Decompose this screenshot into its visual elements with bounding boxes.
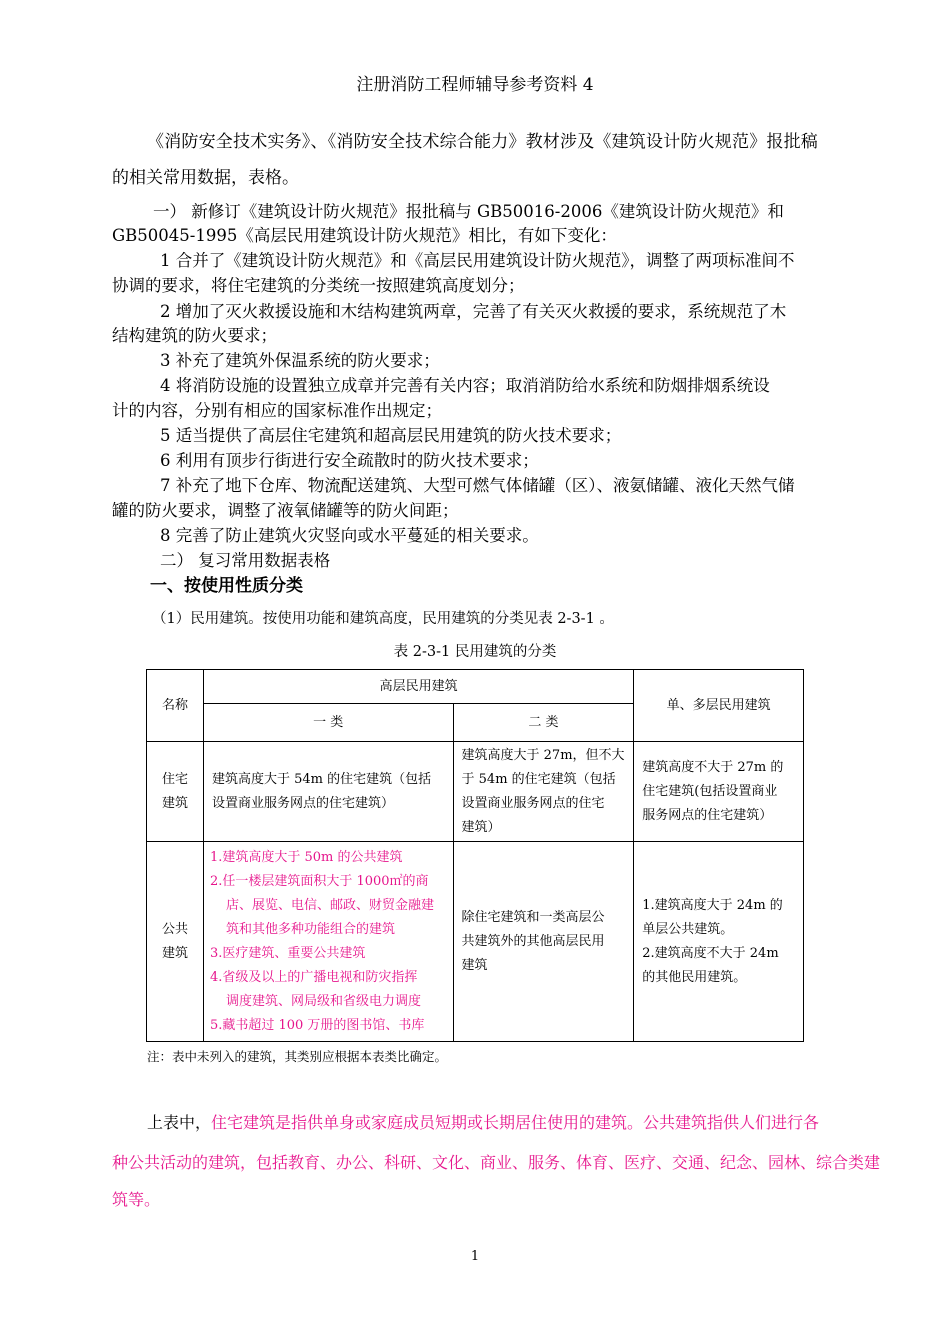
residential-class-2: 建筑高度大于 27m，但不大 于 54m 的住宅建筑（包括 设置商业服务网点的住宅 建筑）	[453, 742, 634, 842]
table-header-row	[147, 670, 804, 704]
change-item-7-line-1: 7 补充了地下仓库、物流配送建筑、大型可燃气体储罐（区）、液氨储罐、液化天然气储	[160, 476, 795, 495]
closing-line-2: 种公共活动的建筑，包括教育、办公、科研、文化、商业、服务、体育、医疗、交通、纪念、园林、综合类建	[112, 1153, 881, 1172]
header-class-1: 一 类	[203, 704, 453, 742]
public-class-2: 除住宅建筑和一类高层公 共建筑外的其他高层民用 建筑	[453, 842, 634, 1042]
header-high-rise: 高层民用建筑	[203, 670, 633, 704]
table-row-public	[147, 842, 804, 1042]
table-row-residential	[147, 742, 804, 842]
change-item-6: 6 利用有顶步行街进行安全疏散时的防火技术要求；	[160, 451, 539, 470]
change-item-4-line-2: 计的内容，分别有相应的国家标准作出规定；	[112, 401, 442, 420]
change-item-2-line-1: 2 增加了灭火救援设施和木结构建筑两章，完善了有关灭火救援的要求，系统规范了木	[160, 302, 787, 321]
header-name: 名称	[147, 670, 204, 742]
change-item-5: 5 适当提供了高层住宅建筑和超高层民用建筑的防火技术要求；	[160, 426, 622, 445]
section2-heading: 二） 复习常用数据表格	[160, 551, 331, 570]
change-item-8: 8 完善了防止建筑火灾竖向或水平蔓延的相关要求。	[160, 526, 539, 545]
table-caption: 表 2-3-1 民用建筑的分类	[393, 644, 557, 660]
category-line: （1）民用建筑。按使用功能和建筑高度，民用建筑的分类见表 2-3-1 。	[152, 611, 614, 627]
category-heading: 一、按使用性质分类	[150, 576, 303, 596]
section1-heading-line-1: 一） 新修订《建筑设计防火规范》报批稿与 GB50016-2006《建筑设计防火规范》和	[153, 202, 784, 221]
residential-class-1: 建筑高度大于 54m 的住宅建筑（包括 设置商业服务网点的住宅建筑）	[203, 742, 453, 842]
residential-name: 住宅 建筑	[147, 742, 204, 842]
page-number: 1	[470, 1249, 480, 1264]
header-class-2: 二 类	[453, 704, 634, 742]
change-item-3: 3 补充了建筑外保温系统的防火要求；	[160, 351, 440, 370]
closing-line-1: 上表中，住宅建筑是指供单身或家庭成员短期或长期居住使用的建筑。公共建筑指供人们进行各	[147, 1113, 820, 1132]
section1-heading-line-2: GB50045-1995《高层民用建筑设计防火规范》相比，有如下变化：	[112, 226, 617, 245]
change-item-4-line-1: 4 将消防设施的设置独立成章并完善有关内容；取消消防给水系统和防烟排烟系统设	[160, 376, 770, 395]
change-item-1-line-2: 协调的要求，将住宅建筑的分类统一按照建筑高度划分；	[112, 276, 525, 295]
intro-line-2: 的相关常用数据，表格。	[112, 168, 299, 188]
residential-low-rise: 建筑高度不大于 27m 的 住宅建筑(包括设置商业 服务网点的住宅建筑）	[634, 742, 804, 842]
public-name: 公共 建筑	[147, 842, 204, 1042]
table-note: 注：表中未列入的建筑，其类别应根据本表类比确定。	[147, 1049, 448, 1064]
intro-line-1: 《消防安全技术实务》、《消防安全技术综合能力》教材涉及《建筑设计防火规范》报批稿	[147, 132, 818, 152]
change-item-1-line-1: 1 合并了《建筑设计防火规范》和《高层民用建筑设计防火规范》，调整了两项标准间不	[160, 251, 795, 270]
public-class-1: 1.建筑高度大于 50m 的公共建筑 2.任一楼层建筑面积大于 1000㎡的商 店、展览、电信、邮政、财贸金融建 筑和其他多种功能组合的建筑 3.医疗建筑、重要公共建筑 4.省级及以上的广播电视和防灾指挥 调度建筑、网局级和省级电力调度 5.藏书超过 100 万册的图书馆、书库	[203, 842, 453, 1042]
header-low-rise: 单、多层民用建筑	[634, 670, 804, 742]
page-title: 注册消防工程师辅导参考资料 4	[356, 75, 594, 95]
classification-table	[146, 669, 804, 1042]
public-low-rise: 1.建筑高度大于 24m 的 单层公共建筑。 2.建筑高度不大于 24m 的其他民用建筑。	[634, 842, 804, 1042]
change-item-7-line-2: 罐的防火要求，调整了液氧储罐等的防火间距；	[112, 501, 459, 520]
change-item-2-line-2: 结构建筑的防火要求；	[112, 326, 277, 345]
closing-line-3: 筑等。	[112, 1190, 161, 1209]
